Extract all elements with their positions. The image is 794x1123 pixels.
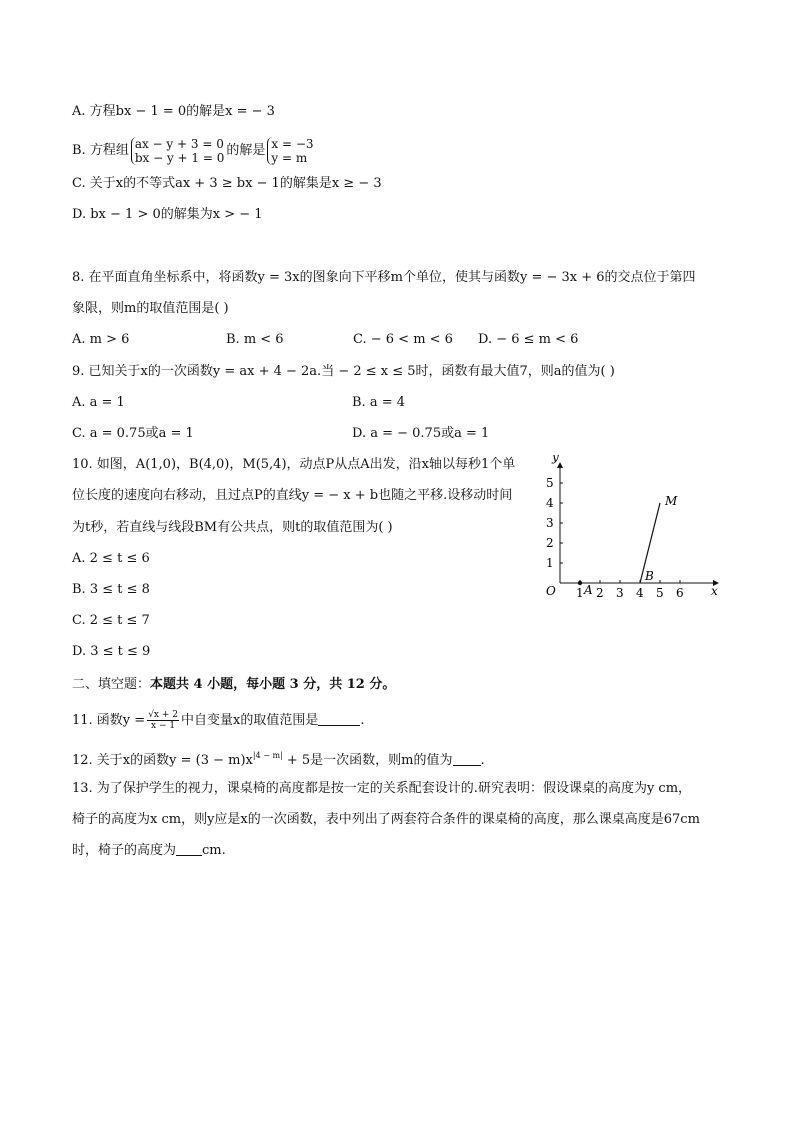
q8-option-d: D. − 6 ≤ m < 6 [478, 332, 579, 347]
q8-option-c: C. − 6 < m < 6 [353, 332, 453, 347]
q7-system-equations [131, 137, 225, 165]
q8-stem-line1: 8. 在平面直角坐标系中，将函数y = 3x的图象向下平移m个单位，使其与函数y = − 3x + 6的交点位于第四 [72, 270, 696, 285]
q7-option-b-mid: 的解是 [226, 143, 266, 158]
q10-option-c: C. 2 ≤ t ≤ 7 [72, 613, 150, 628]
q7-option-d: D. bx − 1 > 0的解集为x > − 1 [72, 207, 263, 222]
point-m-label: M [665, 494, 678, 508]
q12 [72, 747, 485, 770]
q11-answer-blank[interactable] [318, 712, 360, 726]
x-tick-label: 2 [596, 586, 604, 600]
q12-exponent: |4 − m| [252, 751, 283, 760]
q11 [72, 708, 364, 734]
section-2-description: 本题共 4 小题，每小题 3 分，共 12 分。 [150, 677, 396, 692]
q13-stem-line2: 椅子的高度为x cm，则y应是x的一次函数，表中列出了两套符合条件的课桌椅的高度，那么课桌高度是67cm [72, 812, 700, 827]
q9-option-d: D. a = − 0.75或a = 1 [352, 426, 490, 441]
q12-prefix: 12. 关于x的函数y = (3 − m)x [72, 753, 253, 768]
q7-system-solution [267, 137, 313, 165]
q10-option-b: B. 3 ≤ t ≤ 8 [72, 582, 150, 597]
q10-option-d: D. 3 ≤ t ≤ 9 [72, 644, 151, 659]
q10-coordinate-graph [538, 455, 728, 600]
y-tick-label: 3 [546, 516, 554, 530]
q11-prefix: 11. 函数y = [72, 713, 146, 728]
y-tick-label: 1 [546, 556, 554, 570]
point-b-label: B [645, 569, 654, 583]
q10-option-a: A. 2 ≤ t ≤ 6 [72, 551, 150, 566]
origin-label: O [546, 584, 556, 598]
x-axis-label: x [711, 584, 718, 598]
point-a-dot [578, 581, 582, 585]
q12-answer-blank[interactable] [453, 752, 481, 766]
q7-sol2: y = m [271, 150, 308, 165]
q7-option-c: C. 关于x的不等式ax + 3 ≥ bx − 1的解集是x ≥ − 3 [72, 176, 382, 191]
y-tick-label: 4 [546, 496, 554, 510]
q7-option-b [72, 136, 316, 166]
y-tick-label: 2 [546, 536, 554, 550]
q11-denominator: x − 1 [151, 721, 176, 731]
x-tick-label: 5 [656, 586, 664, 600]
q13-stem-line3 [72, 842, 226, 860]
q11-end: . [360, 713, 365, 728]
q7-option-b-prefix: B. 方程组 [72, 143, 129, 158]
q13-answer-blank[interactable] [176, 842, 202, 856]
q10-stem-line3: 为t秒，若直线与线段BM有公共点，则t的取值范围为( ) [72, 520, 393, 535]
q8-stem-line2: 象限，则m的取值范围是( ) [72, 301, 229, 316]
section-2-prefix: 二、填空题： [72, 677, 151, 692]
q8-option-b: B. m < 6 [226, 332, 284, 347]
q11-numerator: √x + 2 [148, 710, 178, 720]
y-axis-label: y [552, 455, 559, 464]
q12-suffix: + 5是一次函数，则m的值为 [282, 753, 453, 768]
x-tick-label: 4 [636, 586, 644, 600]
q9-option-a: A. a = 1 [72, 395, 125, 410]
q11-suffix: 中自变量x的取值范围是 [181, 713, 319, 728]
q7-option-a: A. 方程bx − 1 = 0的解是x = − 3 [72, 104, 275, 119]
q12-end: . [480, 753, 485, 768]
q7-eq1: ax − y + 3 = 0 [134, 136, 224, 151]
x-tick-label: 1 [576, 586, 584, 600]
section-2-heading [72, 676, 395, 694]
q9-option-c: C. a = 0.75或a = 1 [72, 426, 194, 441]
q9-stem: 9. 已知关于x的一次函数y = ax + 4 − 2a.当 − 2 ≤ x ≤ 5时，函数有最大值7，则a的值为( ) [72, 364, 615, 379]
x-tick-label: 6 [676, 586, 684, 600]
q10-stem-line2: 位长度的速度向右移动，且过点P的直线y = − x + b也随之平移.设移动时间 [72, 488, 513, 503]
point-a-label: A [584, 583, 593, 597]
q13-stem-line1: 13. 为了保护学生的视力，课桌椅的高度都是按一定的关系配套设计的.研究表明：假设课桌的高度为y cm， [72, 781, 692, 796]
q7-sol1: x = −3 [271, 136, 314, 151]
q10-stem-line1: 10. 如图，A(1,0)，B(4,0)，M(5,4)，动点P从点A出发，沿x轴以每秒1个单 [72, 457, 516, 472]
q13-line3-prefix: 时，椅子的高度为 [72, 843, 177, 858]
q7-eq2: bx − y + 1 = 0 [134, 150, 225, 165]
x-tick-label: 3 [616, 586, 624, 600]
y-tick-label: 5 [546, 476, 554, 490]
q13-line3-suffix: cm. [202, 843, 226, 858]
q11-fraction [147, 710, 179, 731]
q9-option-b: B. a = 4 [352, 395, 405, 410]
q8-option-a: A. m > 6 [72, 332, 130, 347]
